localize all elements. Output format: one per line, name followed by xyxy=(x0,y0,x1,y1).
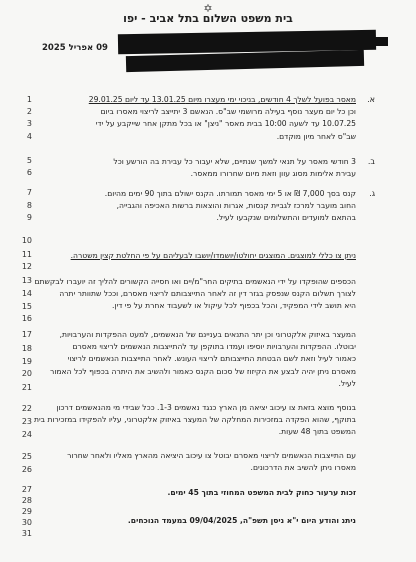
line-number: 26 xyxy=(21,465,32,474)
state-emblem-icon: ✡ xyxy=(203,2,213,15)
text-line: היא תושב לידי המפקיד, והכל בכפוף לכל עיקול או לשעבוד אחרת על פי דין. xyxy=(112,301,356,311)
line-number: 20 xyxy=(21,369,32,378)
text-line: ניתן צו כללי למוצגים. המוצגים יחולטו/יושמדו/יושבו לבעליהם על פי החלטת קצין משטרה. xyxy=(70,251,356,260)
document-date: 09 אפריל 2025 xyxy=(42,43,108,53)
text-line: קנס בסך 7,000 ₪ או 5 ימי מאסר תמורתו. הקנס ישולם בתוך 90 ימים מהיום. xyxy=(104,189,356,198)
text-line: המעצר באיזוק אלקטרוני וכן יתר התנאים בעניינם של הנאשמים, למעט ההפקדות והערבויות, xyxy=(59,330,356,339)
court-name: בית משפט השלום בתל אביב - יפו xyxy=(123,12,293,25)
item-marker: ג. xyxy=(369,189,375,198)
text-line: המשפט בתוך 48 שעות. xyxy=(278,427,356,437)
line-number: 18 xyxy=(21,344,32,353)
redacted-block xyxy=(374,37,388,46)
line-number: 19 xyxy=(21,357,32,366)
text-line: בתוקף, שהוא הפקדה במזכירות המחלקה של המעצר באיזוק אלקטרוני, עליו להפקידו במזכירות בית xyxy=(33,415,356,425)
text-line: עם התייצבות הנאשמים לריצוי מאסרם יבוטל צו עיכוב היציאה מהארץ מאליו ולאחר שחרור xyxy=(67,451,356,460)
paragraph-deposits xyxy=(34,276,356,313)
line-number: 13 xyxy=(21,276,32,285)
line-number: 4 xyxy=(26,132,32,141)
line-number: 8 xyxy=(26,201,32,210)
line-number: 7 xyxy=(26,188,32,197)
text-line: מאסר בפועל לשלך 4 חודשים, בניכוי ימי מעצרו מיום 13.01.25 עד ליום 29.01.25 xyxy=(88,95,356,104)
line-number: 22 xyxy=(21,404,32,413)
text-line: 3 חודשי מאסר על תנאי למשך שנתיים, שלא יעבור כל עבירת בה הורשע וכל xyxy=(113,157,356,166)
text-line: זכות ערעור כחוק לבית המשפט המחוזי בתוך 45 ימים. xyxy=(167,488,356,497)
text-line: לצורך תשלום הקנס שנפסק בגזר דין זה לאחר התייצבותם לריצוי מאסרם, וככל שתוותר יתרה xyxy=(59,289,356,299)
line-number: 25 xyxy=(21,452,32,461)
text-line: יבוטלו. ההפקדות והערבויות יוסיפו ועמדו בתוקפן עד להתייצבות הנאשמים לריצוי מאסרם xyxy=(72,342,356,352)
appeal-notice xyxy=(38,487,356,499)
text-line: בנוסף מוצא בזאת צו עיכוב יציאה מן הארץ כנגד נאשמים 1-3. ככל שבידי מי מהנאשמים דרכון xyxy=(56,403,356,412)
text-line: מאסרם ניתן יהיה לבצע את הקיזוז של סכום הקנס כאמור ולהשיב את היתרה בכפוף לכל האמור xyxy=(50,366,356,376)
line-number: 27 xyxy=(21,485,32,494)
line-number: 16 xyxy=(21,314,32,323)
issued-notice xyxy=(38,515,356,527)
line-number: 2 xyxy=(26,107,32,116)
line-number: 6 xyxy=(26,168,32,177)
line-number: 10 xyxy=(21,236,32,245)
item-marker: ב. xyxy=(367,157,375,166)
text-line: בהתאם למועדים והתשלומים שנקבעו לעיל. xyxy=(216,213,356,223)
text-line: הכספים שהופקדו על ידי הנאשמים בתיקים החר"מ/יים ואו חסייה הקשורים להליך זה יועברו לבקשתם xyxy=(34,277,356,286)
line-number: 30 xyxy=(21,518,32,527)
line-number: 17 xyxy=(21,330,32,339)
text-line: לעיל. xyxy=(338,378,356,388)
line-number: 29 xyxy=(21,507,32,516)
text-line: שב"ס לאחר מיון מוקדם. xyxy=(276,131,356,141)
text-line: וכן כל יום מעצר נוסף בעילה מרושמי שב"ס. הנאשם 3 יתייצב לריצוי מאסרו ביום xyxy=(100,107,356,117)
line-number: 14 xyxy=(21,289,32,298)
text-line: 10.07.25 עד לשעה 10:00 בבית מאסר "ניצן" או בכל מתקן אחר שייקבע על ידי xyxy=(95,119,356,129)
text-line: מאסרו ניתן להשיב את הדרכונים. xyxy=(250,463,356,473)
line-number: 24 xyxy=(21,430,32,439)
paragraph-exhibits xyxy=(38,250,356,262)
line-number: 23 xyxy=(21,417,32,426)
line-number: 5 xyxy=(26,156,32,165)
line-number: 21 xyxy=(21,383,32,392)
line-number: 1 xyxy=(26,95,32,104)
line-number: 3 xyxy=(26,119,32,128)
line-number: 28 xyxy=(21,496,32,505)
line-number: 12 xyxy=(21,262,32,271)
sentence-item xyxy=(38,94,356,143)
paragraph-monitoring xyxy=(38,329,356,390)
paragraph-passports xyxy=(38,450,356,474)
line-number: 9 xyxy=(26,213,32,222)
line-number: 15 xyxy=(21,302,32,311)
sentence-item xyxy=(38,188,356,225)
line-number: 31 xyxy=(21,529,32,538)
item-marker: א. xyxy=(367,95,375,104)
line-number: 11 xyxy=(21,250,32,259)
text-line: ניתנ והודע היום י"א ניסן תשפ"ה, 09/04/2025 במעמד הנוכחים. xyxy=(127,516,356,525)
paragraph-travel-ban xyxy=(33,402,356,439)
text-line: החוב מועבר למרכז לגביית קנסות, אגרות והוצאות ברשות האכיפה והגבייה, xyxy=(116,201,356,211)
text-line: כאמור לעיל וזאת לשם הבטחת התייצבותם לריצוי העונש. לאחר התייצבות הנאשמים לריצוי xyxy=(67,354,356,364)
sentence-item xyxy=(38,156,356,180)
text-line: עבירת אלימות מסוג עוון וזאת מיום שחרורו ממאסר. xyxy=(190,169,356,179)
